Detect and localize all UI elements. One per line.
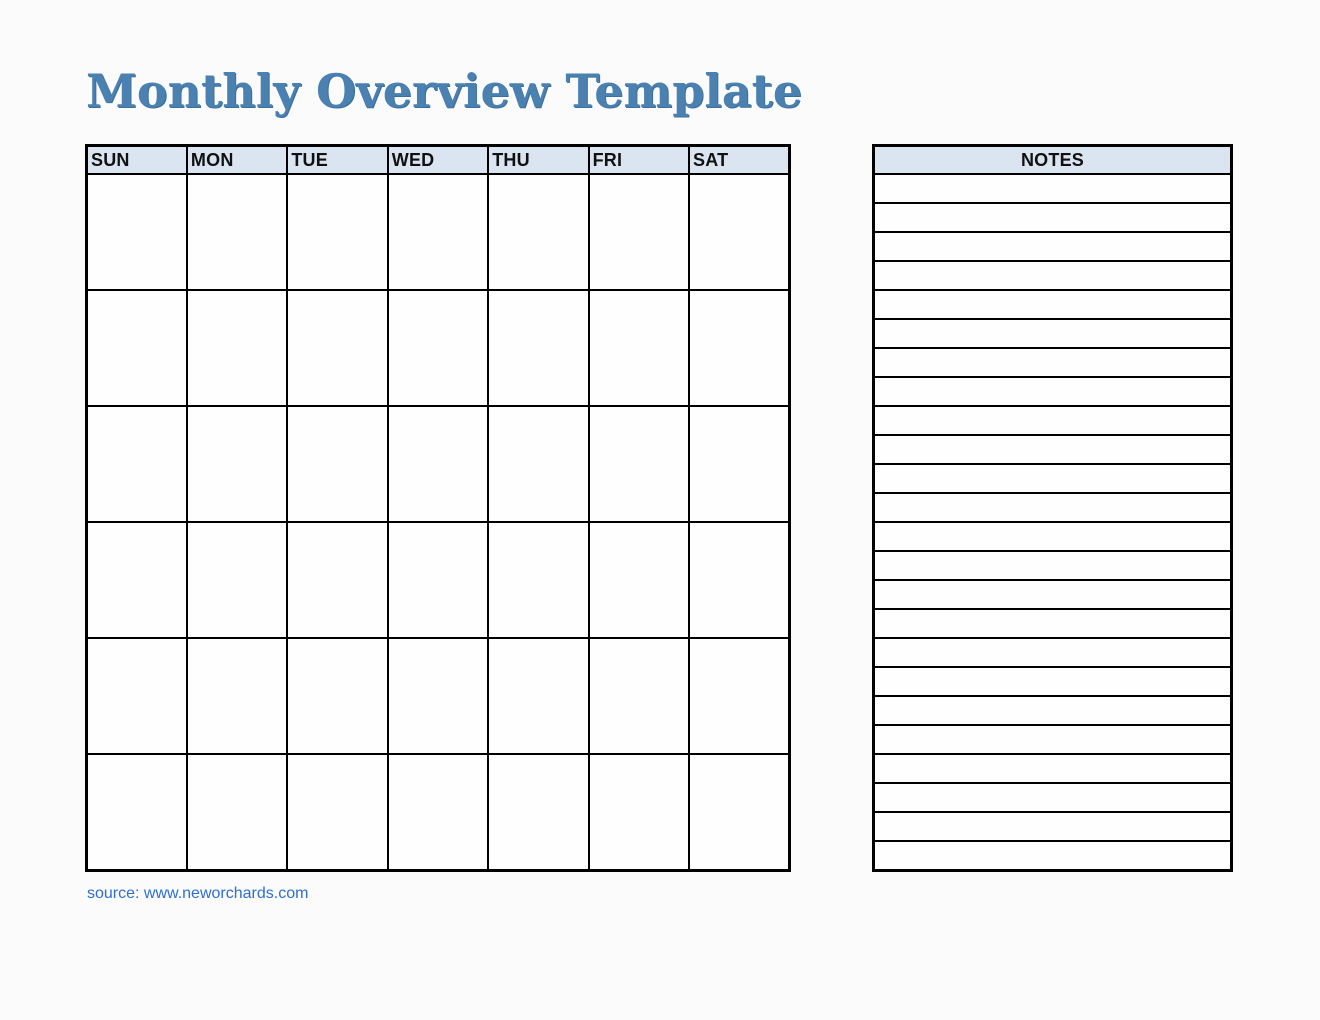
day-cell[interactable] bbox=[689, 754, 789, 871]
day-cell[interactable] bbox=[689, 522, 789, 638]
day-cell[interactable] bbox=[589, 754, 689, 871]
day-header-sat: SAT bbox=[689, 146, 789, 175]
note-line[interactable] bbox=[874, 319, 1232, 348]
note-line[interactable] bbox=[874, 551, 1232, 580]
note-row bbox=[874, 174, 1232, 203]
day-header-fri: FRI bbox=[589, 146, 689, 175]
notes-header: NOTES bbox=[874, 146, 1232, 175]
day-header-mon: MON bbox=[187, 146, 287, 175]
day-cell[interactable] bbox=[488, 406, 588, 522]
day-cell[interactable] bbox=[87, 754, 187, 871]
day-cell[interactable] bbox=[87, 290, 187, 406]
day-cell[interactable] bbox=[488, 290, 588, 406]
day-header-sun: SUN bbox=[87, 146, 187, 175]
notes-header-row bbox=[874, 146, 1232, 175]
day-cell[interactable] bbox=[187, 174, 287, 290]
calendar-week-row bbox=[87, 406, 790, 522]
day-cell[interactable] bbox=[187, 754, 287, 871]
note-row bbox=[874, 319, 1232, 348]
calendar-table bbox=[85, 144, 791, 872]
note-row bbox=[874, 783, 1232, 812]
day-cell[interactable] bbox=[589, 638, 689, 754]
calendar-week-row bbox=[87, 290, 790, 406]
note-line[interactable] bbox=[874, 377, 1232, 406]
note-row bbox=[874, 348, 1232, 377]
day-cell[interactable] bbox=[388, 638, 488, 754]
day-cell[interactable] bbox=[187, 290, 287, 406]
note-row bbox=[874, 667, 1232, 696]
note-line[interactable] bbox=[874, 261, 1232, 290]
note-line[interactable] bbox=[874, 290, 1232, 319]
day-cell[interactable] bbox=[388, 406, 488, 522]
day-cell[interactable] bbox=[187, 638, 287, 754]
page-title: Monthly Overview Template bbox=[86, 64, 803, 118]
day-cell[interactable] bbox=[388, 290, 488, 406]
day-cell[interactable] bbox=[388, 174, 488, 290]
note-line[interactable] bbox=[874, 754, 1232, 783]
note-row bbox=[874, 522, 1232, 551]
day-cell[interactable] bbox=[87, 638, 187, 754]
note-line[interactable] bbox=[874, 783, 1232, 812]
note-line[interactable] bbox=[874, 435, 1232, 464]
note-row bbox=[874, 580, 1232, 609]
source-link[interactable]: source: www.neworchards.com bbox=[87, 885, 309, 902]
note-line[interactable] bbox=[874, 203, 1232, 232]
day-header-thu: THU bbox=[488, 146, 588, 175]
note-line[interactable] bbox=[874, 464, 1232, 493]
note-line[interactable] bbox=[874, 841, 1232, 871]
note-row bbox=[874, 609, 1232, 638]
note-row bbox=[874, 435, 1232, 464]
note-row bbox=[874, 551, 1232, 580]
day-cell[interactable] bbox=[689, 290, 789, 406]
note-row bbox=[874, 377, 1232, 406]
day-cell[interactable] bbox=[87, 406, 187, 522]
day-header-tue: TUE bbox=[287, 146, 387, 175]
note-row bbox=[874, 493, 1232, 522]
day-cell[interactable] bbox=[689, 406, 789, 522]
note-row bbox=[874, 232, 1232, 261]
day-cell[interactable] bbox=[287, 290, 387, 406]
note-row bbox=[874, 406, 1232, 435]
note-line[interactable] bbox=[874, 725, 1232, 754]
calendar-week-row bbox=[87, 754, 790, 871]
day-cell[interactable] bbox=[388, 754, 488, 871]
day-cell[interactable] bbox=[87, 174, 187, 290]
calendar-header-row bbox=[87, 146, 790, 175]
day-cell[interactable] bbox=[488, 754, 588, 871]
day-cell[interactable] bbox=[287, 522, 387, 638]
note-row bbox=[874, 841, 1232, 871]
day-cell[interactable] bbox=[689, 638, 789, 754]
calendar-week-row bbox=[87, 522, 790, 638]
note-line[interactable] bbox=[874, 348, 1232, 377]
day-cell[interactable] bbox=[689, 174, 789, 290]
note-row bbox=[874, 203, 1232, 232]
note-line[interactable] bbox=[874, 522, 1232, 551]
day-cell[interactable] bbox=[589, 522, 689, 638]
note-row bbox=[874, 290, 1232, 319]
note-line[interactable] bbox=[874, 232, 1232, 261]
day-cell[interactable] bbox=[488, 174, 588, 290]
day-cell[interactable] bbox=[589, 406, 689, 522]
note-row bbox=[874, 696, 1232, 725]
day-cell[interactable] bbox=[187, 522, 287, 638]
note-line[interactable] bbox=[874, 406, 1232, 435]
note-line[interactable] bbox=[874, 638, 1232, 667]
day-cell[interactable] bbox=[187, 406, 287, 522]
notes-table bbox=[872, 144, 1233, 872]
note-row bbox=[874, 261, 1232, 290]
day-cell[interactable] bbox=[287, 638, 387, 754]
note-row bbox=[874, 638, 1232, 667]
day-cell[interactable] bbox=[388, 522, 488, 638]
note-line[interactable] bbox=[874, 696, 1232, 725]
day-cell[interactable] bbox=[589, 174, 689, 290]
day-cell[interactable] bbox=[87, 522, 187, 638]
day-cell[interactable] bbox=[488, 638, 588, 754]
day-cell[interactable] bbox=[287, 406, 387, 522]
day-cell[interactable] bbox=[287, 754, 387, 871]
calendar-week-row bbox=[87, 174, 790, 290]
day-cell[interactable] bbox=[488, 522, 588, 638]
note-row bbox=[874, 754, 1232, 783]
note-row bbox=[874, 464, 1232, 493]
note-row bbox=[874, 812, 1232, 841]
note-line[interactable] bbox=[874, 609, 1232, 638]
note-row bbox=[874, 725, 1232, 754]
note-line[interactable] bbox=[874, 667, 1232, 696]
note-line[interactable] bbox=[874, 174, 1232, 203]
calendar-week-row bbox=[87, 638, 790, 754]
note-line[interactable] bbox=[874, 812, 1232, 841]
note-line[interactable] bbox=[874, 493, 1232, 522]
note-line[interactable] bbox=[874, 580, 1232, 609]
day-header-wed: WED bbox=[388, 146, 488, 175]
day-cell[interactable] bbox=[589, 290, 689, 406]
day-cell[interactable] bbox=[287, 174, 387, 290]
